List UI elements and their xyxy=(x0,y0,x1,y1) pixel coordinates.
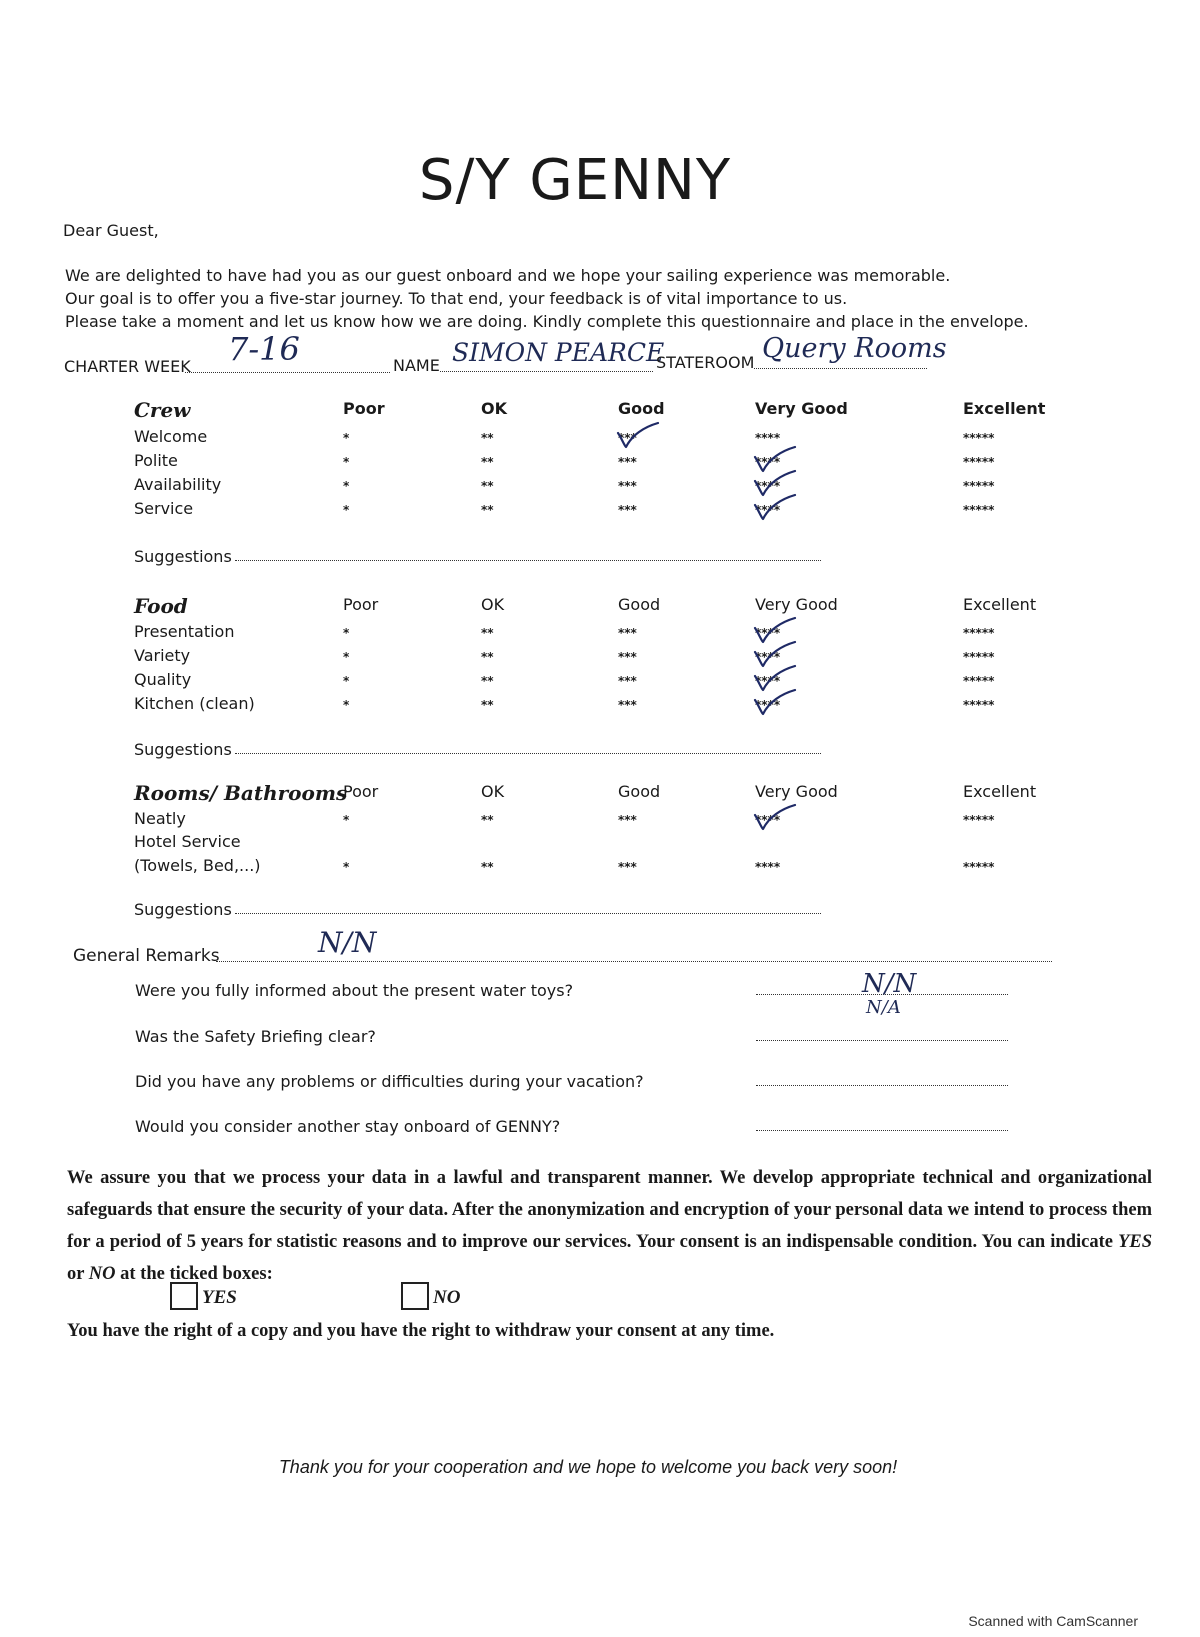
rating-star-option[interactable]: ** xyxy=(481,650,494,664)
rating-star-option[interactable]: *** xyxy=(618,860,637,874)
check-mark-stroke xyxy=(755,690,795,714)
section-title: Food xyxy=(134,594,188,618)
rating-star-option[interactable]: *** xyxy=(618,455,637,469)
check-mark-stroke xyxy=(618,423,658,447)
rating-row-label: Hotel Service xyxy=(134,832,241,851)
rating-star-option[interactable]: ***** xyxy=(963,813,995,827)
name-label: NAME xyxy=(393,356,440,375)
rating-row-label: Quality xyxy=(134,670,192,689)
rating-star-option[interactable]: ***** xyxy=(963,674,995,688)
rating-star-option[interactable]: *** xyxy=(618,674,637,688)
rating-star-option[interactable]: *** xyxy=(618,479,637,493)
consent-no-label: NO xyxy=(433,1287,461,1308)
rating-star-option[interactable]: * xyxy=(343,503,350,517)
rating-star-option[interactable]: * xyxy=(343,813,350,827)
question-text: Was the Safety Briefing clear? xyxy=(135,1027,376,1046)
rating-star-option[interactable]: ** xyxy=(481,479,494,493)
rating-star-option[interactable]: * xyxy=(343,650,350,664)
rating-star-option[interactable]: **** xyxy=(755,503,781,517)
rating-column-header: Poor xyxy=(343,595,379,614)
answer-value: N/A xyxy=(866,997,901,1018)
rating-column-header: Excellent xyxy=(963,595,1037,614)
rating-star-option[interactable]: ** xyxy=(481,860,494,874)
rating-star-option[interactable]: **** xyxy=(755,626,781,640)
intro-line: We are delighted to have had you as our guest onboard and we hope your sailing experience was memorable. xyxy=(65,266,951,285)
rating-star-option[interactable]: * xyxy=(343,479,350,493)
form-title: S/Y GENNY xyxy=(418,148,732,213)
rating-row-label: Neatly xyxy=(134,809,186,828)
rating-column-header: Good xyxy=(618,595,661,614)
thank-you-note: Thank you for your cooperation and we hope to welcome you back very soon! xyxy=(278,1457,898,1477)
rating-star-option[interactable]: * xyxy=(343,455,350,469)
rating-star-option[interactable]: ***** xyxy=(963,650,995,664)
rating-star-option[interactable]: **** xyxy=(755,813,781,827)
consent-yes-label: YES xyxy=(202,1287,237,1308)
suggestions-label: Suggestions xyxy=(134,900,232,919)
rating-row-sublabel: (Towels, Bed,...) xyxy=(134,856,261,875)
charter-week-line[interactable] xyxy=(185,372,390,373)
rating-star-option[interactable]: ***** xyxy=(963,479,995,493)
rating-star-option[interactable]: *** xyxy=(618,698,637,712)
rating-row-label: Presentation xyxy=(134,622,235,641)
charter-week-value: 7-16 xyxy=(228,330,300,368)
rating-star-option[interactable]: ***** xyxy=(963,455,995,469)
rating-star-option[interactable]: *** xyxy=(618,813,637,827)
check-mark-icon xyxy=(751,803,801,833)
general-remarks-label: General Remarks xyxy=(73,946,220,966)
rating-star-option[interactable]: * xyxy=(343,626,350,640)
section-title: Rooms/ Bathrooms xyxy=(134,781,348,805)
general-remarks-value: N/N xyxy=(318,926,377,959)
answer-line[interactable] xyxy=(756,1130,1008,1131)
check-mark-stroke xyxy=(755,642,795,666)
suggestions-label: Suggestions xyxy=(134,547,232,566)
rating-column-header: OK xyxy=(481,782,505,801)
rating-star-option[interactable]: * xyxy=(343,698,350,712)
rating-column-header: Good xyxy=(618,782,661,801)
rating-star-option[interactable]: *** xyxy=(618,503,637,517)
rating-star-option[interactable]: **** xyxy=(755,650,781,664)
intro-paragraph xyxy=(65,264,1029,333)
rating-row-label: Welcome xyxy=(134,427,208,446)
rating-column-header: Excellent xyxy=(963,399,1046,418)
rating-row-label: Service xyxy=(134,499,194,518)
rating-column-header: Very Good xyxy=(755,595,838,614)
rating-star-option[interactable]: ** xyxy=(481,431,494,445)
stateroom-value: Query Rooms xyxy=(762,333,947,364)
scanner-watermark: Scanned with CamScanner xyxy=(968,1613,1138,1629)
intro-line: Please take a moment and let us know how we are doing. Kindly complete this questionnaire and place in the envelope. xyxy=(65,312,1029,331)
check-mark-stroke xyxy=(755,447,795,471)
rating-star-option[interactable]: * xyxy=(343,860,350,874)
rating-star-option[interactable]: ** xyxy=(481,813,494,827)
rating-row-label: Variety xyxy=(134,646,191,665)
data-consent-text xyxy=(67,1162,1152,1290)
rating-column-header: Very Good xyxy=(755,399,848,418)
rating-star-option[interactable]: **** xyxy=(755,431,781,445)
rating-star-option[interactable]: * xyxy=(343,431,350,445)
section-title: Crew xyxy=(134,398,191,422)
greeting: Dear Guest, xyxy=(63,221,159,240)
rating-column-header: OK xyxy=(481,595,505,614)
rating-column-header: Good xyxy=(618,399,665,418)
rating-star-option[interactable]: ***** xyxy=(963,626,995,640)
rating-star-option[interactable]: ***** xyxy=(963,503,995,517)
answer-line[interactable] xyxy=(756,1040,1008,1041)
rating-star-option[interactable]: ** xyxy=(481,674,494,688)
rating-column-header: Very Good xyxy=(755,782,838,801)
consent-text-part: at the ticked boxes: xyxy=(115,1264,273,1284)
name-value: SIMON PEARCE xyxy=(452,338,665,367)
rating-column-header: OK xyxy=(481,399,507,418)
rating-star-option[interactable]: ***** xyxy=(963,860,995,874)
stateroom-label: STATEROOM xyxy=(656,353,755,372)
suggestions-label: Suggestions xyxy=(134,740,232,759)
consent-text-part: We assure you that we process your data in a lawful and transparent manner. We develop appropriate technical and organizational safeguards that ensure the security of your data. After the anonymization and encryption of your personal data we intend to process them for a period of 5 years for statistic reasons and to improve our services. Your consent is an indispensable condition. You can indicate xyxy=(67,1168,1152,1252)
rating-column-header: Poor xyxy=(343,399,385,418)
check-mark-stroke xyxy=(755,495,795,519)
no-word: NO xyxy=(88,1264,116,1284)
suggestions-line[interactable] xyxy=(235,560,821,561)
rating-star-option[interactable]: ***** xyxy=(963,698,995,712)
intro-line: Our goal is to offer you a five-star journey. To that end, your feedback is of vital importance to us. xyxy=(65,289,848,308)
check-mark-icon xyxy=(751,688,801,718)
rating-star-option[interactable]: ** xyxy=(481,626,494,640)
charter-week-label: CHARTER WEEK xyxy=(64,357,191,376)
answer-line[interactable] xyxy=(756,1085,1008,1086)
rating-star-option[interactable]: * xyxy=(343,674,350,688)
yes-word: YES xyxy=(1118,1232,1152,1252)
rating-row-label: Kitchen (clean) xyxy=(134,694,255,713)
or-word: or xyxy=(67,1264,89,1284)
rating-star-option[interactable]: **** xyxy=(755,860,781,874)
rating-star-option[interactable]: **** xyxy=(755,698,781,712)
rating-star-option[interactable]: **** xyxy=(755,455,781,469)
consent-yes-checkbox[interactable] xyxy=(170,1282,198,1310)
rating-column-header: Excellent xyxy=(963,782,1037,801)
check-mark-icon xyxy=(614,421,664,451)
rating-star-option[interactable]: *** xyxy=(618,431,637,445)
question-text: Were you fully informed about the present water toys? xyxy=(135,981,574,1000)
stateroom-line[interactable] xyxy=(754,368,927,369)
question-text: Did you have any problems or difficulties during your vacation? xyxy=(135,1072,644,1091)
rating-star-option[interactable]: ** xyxy=(481,455,494,469)
consent-no-checkbox[interactable] xyxy=(401,1282,429,1310)
rating-row-label: Polite xyxy=(134,451,178,470)
rating-column-header: Poor xyxy=(343,782,379,801)
rating-star-option[interactable]: ** xyxy=(481,503,494,517)
rights-text: You have the right of a copy and you have the right to withdraw your consent at any time. xyxy=(67,1321,775,1341)
answer-value: N/N xyxy=(862,969,917,999)
check-mark-icon xyxy=(751,493,801,523)
rating-star-option[interactable]: **** xyxy=(755,479,781,493)
name-line[interactable] xyxy=(440,371,653,372)
rating-star-option[interactable]: **** xyxy=(755,674,781,688)
general-remarks-line[interactable] xyxy=(216,961,1052,962)
rating-row-label: Availability xyxy=(134,475,222,494)
rating-star-option[interactable]: *** xyxy=(618,626,637,640)
rating-star-option[interactable]: ***** xyxy=(963,431,995,445)
suggestions-line[interactable] xyxy=(235,913,821,914)
question-text: Would you consider another stay onboard of GENNY? xyxy=(135,1117,561,1136)
check-mark-stroke xyxy=(755,618,795,642)
rating-star-option[interactable]: ** xyxy=(481,698,494,712)
check-mark-stroke xyxy=(755,666,795,690)
rating-star-option[interactable]: *** xyxy=(618,650,637,664)
check-mark-stroke xyxy=(755,471,795,495)
suggestions-line[interactable] xyxy=(235,753,821,754)
check-mark-stroke xyxy=(755,805,795,829)
